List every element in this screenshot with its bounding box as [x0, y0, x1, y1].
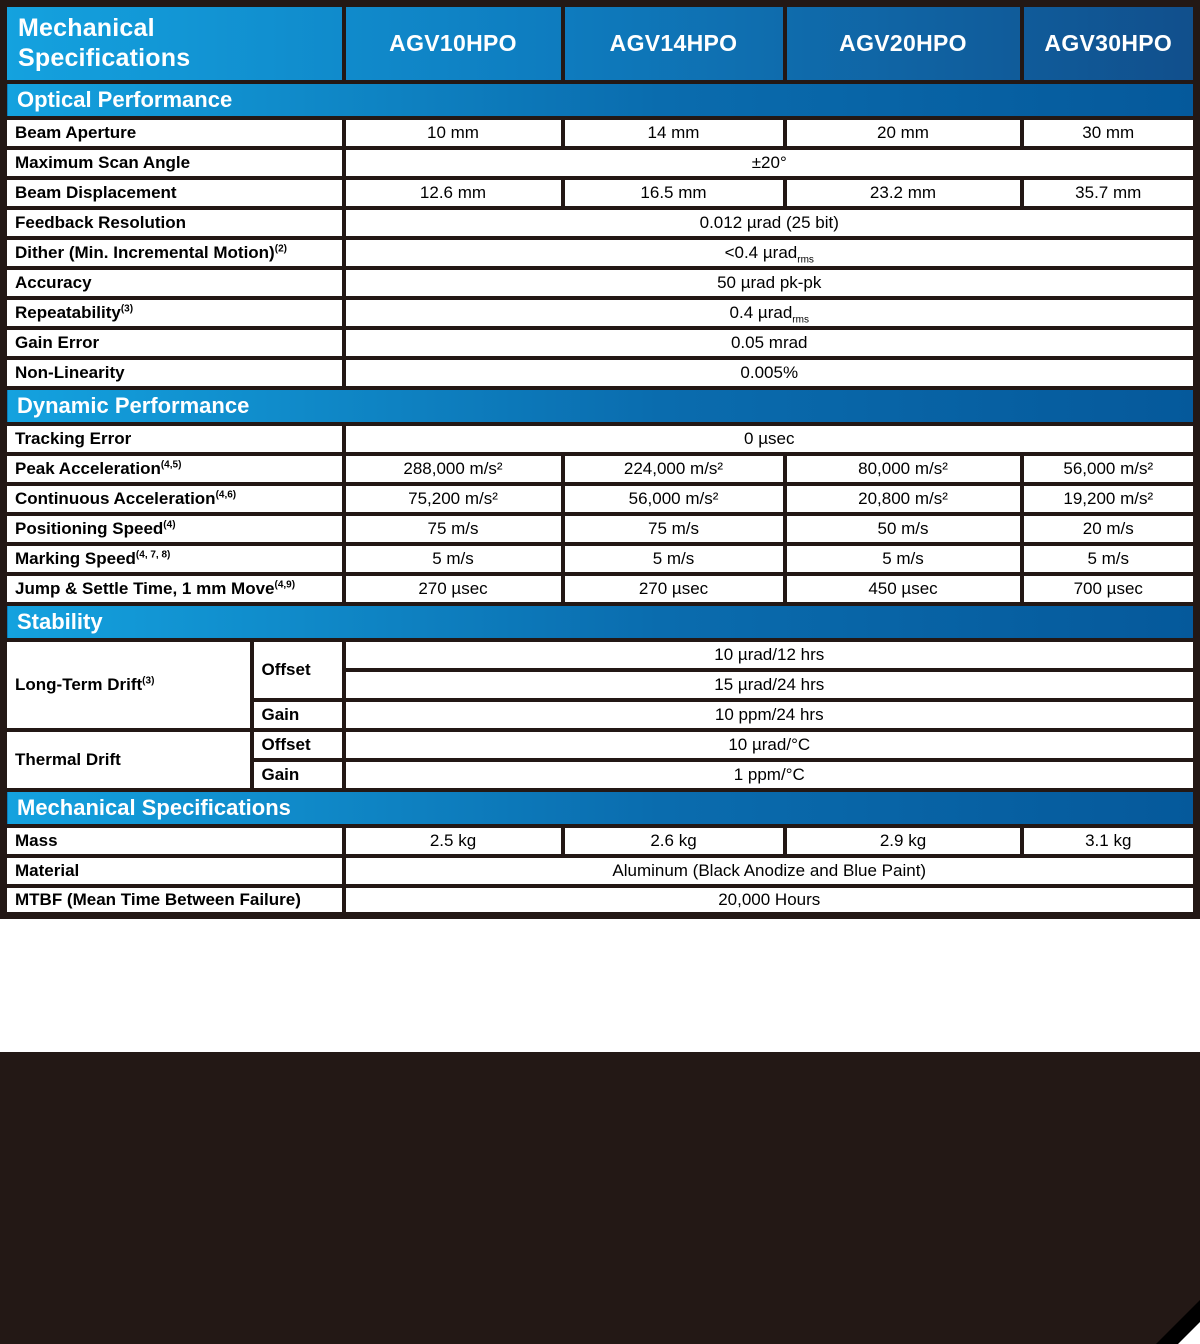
- value-cell-span: 10 ppm/24 hrs: [344, 700, 1197, 730]
- value-cell: 5 m/s: [563, 544, 785, 574]
- value-cell: 75 m/s: [563, 514, 785, 544]
- subscript-unit: rms: [792, 313, 809, 325]
- row-label: Continuous Acceleration$^{(4,6)}$: [4, 484, 344, 514]
- row-label: Feedback Resolution: [4, 208, 344, 238]
- value-cell: 5 m/s: [785, 544, 1022, 574]
- value-cell: 700 µsec: [1022, 574, 1197, 604]
- table-row-mtbf: [4, 886, 1197, 916]
- row-label: Peak Acceleration$^{(4,5)}$: [4, 454, 344, 484]
- section-title-dynamic: Dynamic Performance: [4, 388, 1197, 424]
- table-row-peak-acceleration: [4, 454, 1197, 484]
- table-row-beam-displacement: [4, 178, 1197, 208]
- row-label: Maximum Scan Angle: [4, 148, 344, 178]
- table-row-long-term-drift-offset-1: [4, 640, 1197, 670]
- product-column-agv20hpo: AGV20HPO: [785, 4, 1022, 82]
- table-row-non-linearity: [4, 358, 1197, 388]
- subscript-unit: rms: [797, 253, 814, 265]
- value-cell: 270 µsec: [344, 574, 563, 604]
- table-row-marking-speed: [4, 544, 1197, 574]
- table-title-cell: [4, 4, 344, 82]
- value-cell: 20,800 m/s²: [785, 484, 1022, 514]
- value-cell: 12.6 mm: [344, 178, 563, 208]
- value-cell: 5 m/s: [344, 544, 563, 574]
- value-cell: 20 m/s: [1022, 514, 1197, 544]
- value-cell-span: 0.005%: [344, 358, 1197, 388]
- value-cell: 50 m/s: [785, 514, 1022, 544]
- value-cell: 56,000 m/s²: [1022, 454, 1197, 484]
- value-cell: 288,000 m/s²: [344, 454, 563, 484]
- value-cell: 23.2 mm: [785, 178, 1022, 208]
- section-row-stability: [4, 604, 1197, 640]
- value-cell: 224,000 m/s²: [563, 454, 785, 484]
- value-cell: 75 m/s: [344, 514, 563, 544]
- section-title-mechanical: Mechanical Specifications: [4, 790, 1197, 826]
- value-cell: 19,200 m/s²: [1022, 484, 1197, 514]
- value-cell-span: 10 µrad/12 hrs: [344, 640, 1197, 670]
- value-cell: 75,200 m/s²: [344, 484, 563, 514]
- footnote-marker: (4,9): [274, 578, 296, 590]
- value-cell-span: <0.4 µrad$_{rms}$: [344, 238, 1197, 268]
- value-cell: 3.1 kg: [1022, 826, 1197, 856]
- value-cell: 2.9 kg: [785, 826, 1022, 856]
- value-cell: 450 µsec: [785, 574, 1022, 604]
- product-column-agv14hpo: AGV14HPO: [563, 4, 785, 82]
- row-label: Non-Linearity: [4, 358, 344, 388]
- row-label: Jump & Settle Time, 1 mm Move$^{(4,9)}$: [4, 574, 344, 604]
- row-label-thermal-drift: Thermal Drift: [4, 730, 252, 790]
- value-cell: 16.5 mm: [563, 178, 785, 208]
- table-row-tracking-error: [4, 424, 1197, 454]
- footer-dark-area: [0, 1052, 1200, 1344]
- section-row-mechanical: [4, 790, 1197, 826]
- table-row-continuous-acceleration: [4, 484, 1197, 514]
- value-cell: 5 m/s: [1022, 544, 1197, 574]
- row-label: Positioning Speed$^{(4)}$: [4, 514, 344, 544]
- value-cell-span: 0 µsec: [344, 424, 1197, 454]
- product-column-agv30hpo: AGV30HPO: [1022, 4, 1197, 82]
- sub-label-gain: Gain: [252, 760, 344, 790]
- value-cell: 14 mm: [563, 118, 785, 148]
- table-row-mass: [4, 826, 1197, 856]
- table-row-feedback-resolution: [4, 208, 1197, 238]
- value-cell: 2.6 kg: [563, 826, 785, 856]
- value-cell: 20 mm: [785, 118, 1022, 148]
- section-row-dynamic: [4, 388, 1197, 424]
- value-cell-span: 20,000 Hours: [344, 886, 1197, 916]
- table-row-jump-settle-time: [4, 574, 1197, 604]
- row-label: Beam Aperture: [4, 118, 344, 148]
- value-cell: 56,000 m/s²: [563, 484, 785, 514]
- footer-brown-layer: [0, 1052, 1200, 1344]
- row-label: Dither (Min. Incremental Motion)$^{(2)}$: [4, 238, 344, 268]
- value-cell: 35.7 mm: [1022, 178, 1197, 208]
- row-label: Accuracy: [4, 268, 344, 298]
- table-row-material: [4, 856, 1197, 886]
- row-label-long-term-drift: Long-Term Drift$^{(3)}$: [4, 640, 252, 730]
- row-label: Marking Speed$^{(4, 7, 8)}$: [4, 544, 344, 574]
- section-title-optical: Optical Performance: [4, 82, 1197, 118]
- value-cell: 2.5 kg: [344, 826, 563, 856]
- table-row-thermal-drift-offset: [4, 730, 1197, 760]
- table-row-gain-error: [4, 328, 1197, 358]
- value-cell-span: 1 ppm/°C: [344, 760, 1197, 790]
- value-cell-span: 50 µrad pk-pk: [344, 268, 1197, 298]
- header-row: [4, 4, 1197, 82]
- table-title: Mechanical Specifications: [18, 14, 191, 73]
- value-cell: 80,000 m/s²: [785, 454, 1022, 484]
- row-label: Gain Error: [4, 328, 344, 358]
- footnote-marker: (4, 7, 8): [135, 548, 171, 560]
- footnote-marker: (2): [274, 242, 287, 254]
- value-cell: 270 µsec: [563, 574, 785, 604]
- value-cell: 10 mm: [344, 118, 563, 148]
- value-cell-span: 0.012 µrad (25 bit): [344, 208, 1197, 238]
- value-cell-span: 0.05 mrad: [344, 328, 1197, 358]
- table-row-positioning-speed: [4, 514, 1197, 544]
- sub-label-offset: Offset: [252, 640, 344, 700]
- sub-label-offset: Offset: [252, 730, 344, 760]
- value-cell-span: ±20°: [344, 148, 1197, 178]
- footnote-marker: (4,6): [215, 488, 237, 500]
- table-row-beam-aperture: [4, 118, 1197, 148]
- table-row-max-scan-angle: [4, 148, 1197, 178]
- section-row-optical: [4, 82, 1197, 118]
- footnote-marker: (4,5): [160, 458, 182, 470]
- table-row-accuracy: [4, 268, 1197, 298]
- footnote-marker: (3): [120, 302, 134, 314]
- row-label: Beam Displacement: [4, 178, 344, 208]
- table-row-dither: [4, 238, 1197, 268]
- table-row-repeatability: [4, 298, 1197, 328]
- product-column-agv10hpo: AGV10HPO: [344, 4, 563, 82]
- footnote-marker: (4): [163, 518, 176, 530]
- value-cell: 30 mm: [1022, 118, 1197, 148]
- row-label: Mass: [4, 826, 344, 856]
- value-cell-span: 10 µrad/°C: [344, 730, 1197, 760]
- sub-label-gain: Gain: [252, 700, 344, 730]
- row-label: Repeatability$^{(3)}$: [4, 298, 344, 328]
- row-label: MTBF (Mean Time Between Failure): [4, 886, 344, 916]
- row-label: Material: [4, 856, 344, 886]
- footnote-marker: (3): [142, 674, 155, 686]
- value-cell-span: Aluminum (Black Anodize and Blue Paint): [344, 856, 1197, 886]
- value-cell-span: 15 µrad/24 hrs: [344, 670, 1197, 700]
- section-title-stability: Stability: [4, 604, 1197, 640]
- value-cell-span: 0.4 µrad$_{rms}$: [344, 298, 1197, 328]
- row-label: Tracking Error: [4, 424, 344, 454]
